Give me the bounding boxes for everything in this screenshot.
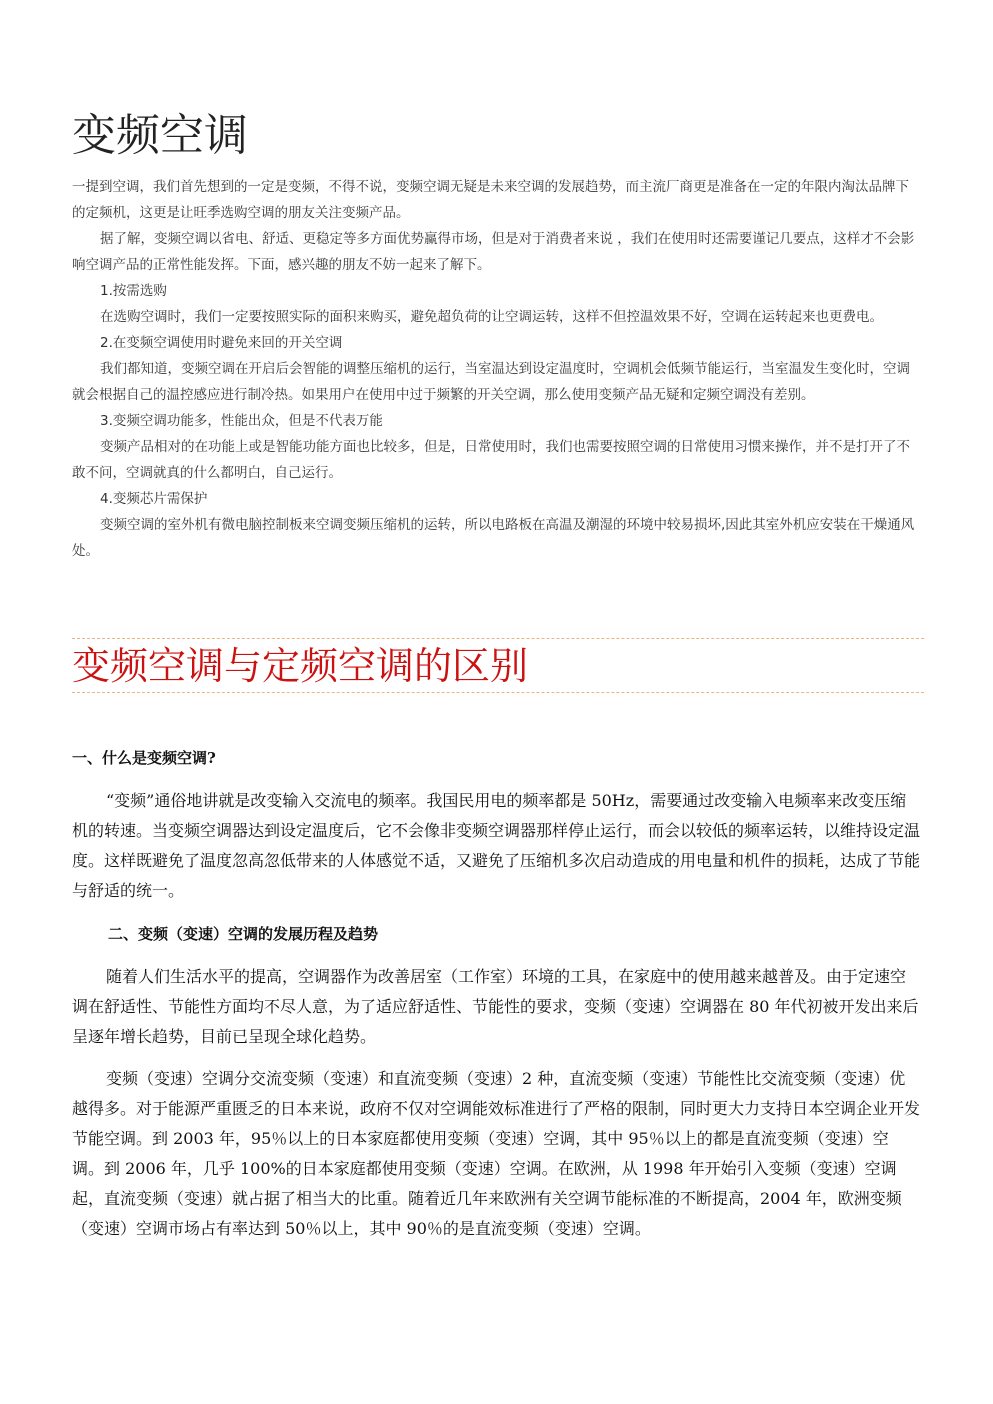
page-title: 变频空调 [72,110,248,161]
divider-bottom [72,692,924,693]
intro-text [72,174,918,564]
list-heading: 2.在变频空调使用时避免来回的开关空调 [100,335,343,351]
paragraph: 随着人们生活水平的提高，空调器作为改善居室（工作室）环境的工具，在家庭中的使用越来越普及。由于定速空调在舒适性、节能性方面均不尽人意，为了适应舒适性、节能性的要求，变频（变速）空调器在 80 年代初被开发出来后呈逐年增长趋势，目前已呈现全球化趋势。 [72,967,919,1046]
list-heading: 4.变频芯片需保护 [100,491,208,507]
list-heading: 1.按需选购 [100,283,167,299]
paragraph: 我们都知道，变频空调在开启后会智能的调整压缩机的运行，当室温达到设定温度时，空调机会低频节能运行，当室温发生变化时，空调就会根据自己的温控感应进行制冷热。如果用户在使用中过于频繁的开关空调，那么使用变频产品无疑和定频空调没有差别。 [72,361,910,403]
divider-top [72,638,924,639]
paragraph: 在选购空调时，我们一定要按照实际的面积来购买，避免超负荷的让空调运转，这样不但控温效果不好，空调在运转起来也更费电。 [100,309,883,325]
section-heading: 一、什么是变频空调? [72,749,216,767]
section-body [72,742,920,1256]
paragraph: 一提到空调，我们首先想到的一定是变频，不得不说，变频空调无疑是未来空调的发展趋势，而主流厂商更是准备在一定的年限内淘汰品牌下的定频机，这更是让旺季选购空调的朋友关注变频产品。 [72,179,909,221]
paragraph: 变频空调的室外机有微电脑控制板来空调变频压缩机的运转，所以电路板在高温及潮湿的环境中较易损坏,因此其室外机应安装在干燥通风处。 [72,517,915,559]
paragraph: 变频（变速）空调分交流变频（变速）和直流变频（变速）2 种，直流变频（变速）节能性比交流变频（变速）优越得多。对于能源严重匮乏的日本来说，政府不仅对空调能效标准进行了严格的限制，同时更大力支持日本空调企业开发节能空调。到 2003 年，95％以上的日本家庭都使用变频（变速）空调，其中 95％以上的都是直流变频（变速）空调。到 2006 年，几乎 100%的日本家庭都使用变频（变速）空调。在欧洲，从 1998 年开始引入变频（变速）空调起，直流变频（变速）就占据了相当大的比重。随着近几年来欧洲有关空调节能标准的不断提高，2004 年，欧洲变频（变速）空调市场占有率达到 50％以上，其中 90％的是直流变频（变速）空调。 [72,1069,921,1238]
section-heading: 二、变频（变速）空调的发展历程及趋势 [108,925,379,943]
list-heading: 3.变频空调功能多，性能出众，但是不代表万能 [100,413,383,429]
section-title: 变频空调与定频空调的区别 [72,644,529,688]
paragraph: “变频”通俗地讲就是改变输入交流电的频率。我国民用电的频率都是 50Hz，需要通过改变输入电频率来改变压缩机的转速。当变频空调器达到设定温度后，它不会像非变频空调器那样停止运行，而会以较低的频率运转，以维持设定温度。这样既避免了温度忽高忽低带来的人体感觉不适，又避免了压缩机多次启动造成的用电量和机件的损耗，达成了节能与舒适的统一。 [72,791,921,900]
paragraph: 据了解，变频空调以省电、舒适、更稳定等多方面优势赢得市场，但是对于消费者来说 ，我们在使用时还需要谨记几要点，这样才不会影响空调产品的正常性能发挥。下面，感兴趣的朋友不妨一起来了解下。 [72,231,915,273]
paragraph: 变频产品相对的在功能上或是智能功能方面也比较多，但是，日常使用时，我们也需要按照空调的日常使用习惯来操作，并不是打开了不敢不问，空调就真的什么都明白，自己运行。 [72,439,910,481]
